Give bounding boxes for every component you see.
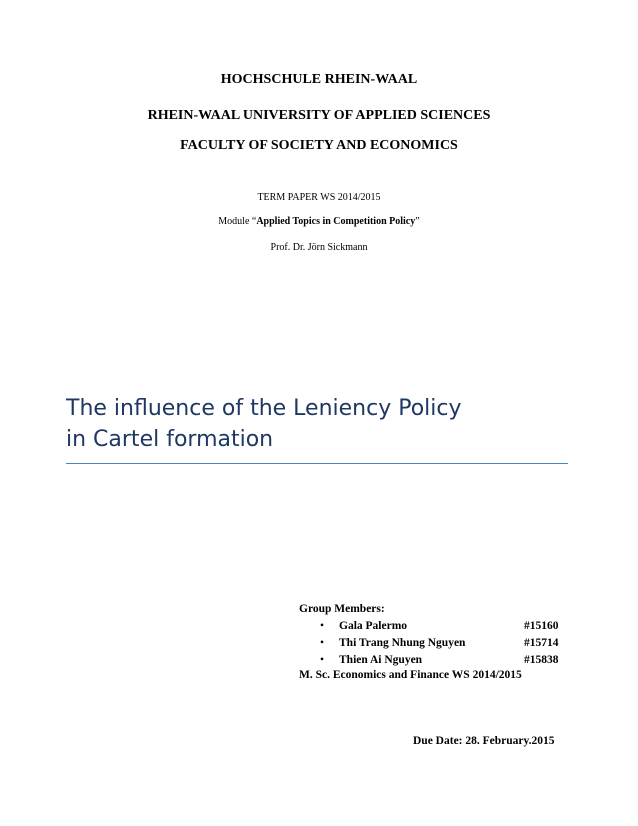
module-prefix: Module “ (218, 216, 257, 227)
module-name: Applied Topics in Competition Policy (256, 216, 416, 227)
paper-title-line-1: The influence of the Leniency Policy (66, 396, 462, 421)
group-members-block (299, 601, 569, 684)
professor-name: Prof. Dr. Jörn Sickmann (270, 242, 368, 253)
institution-name-german: HOCHSCHULE RHEIN-WAAL (220, 72, 418, 87)
member-name: Thi Trang Nhung Nguyen (339, 637, 466, 649)
member-name: Gala Palermo (339, 620, 408, 632)
member-id: #15714 (524, 637, 559, 649)
member-id: #15838 (524, 654, 559, 666)
title-underline (66, 463, 568, 464)
paper-title (66, 393, 462, 455)
bullet-icon: • (320, 637, 325, 649)
paper-title-line-2: in Cartel formation (66, 427, 274, 452)
module-suffix: ” (415, 216, 420, 227)
member-row (299, 635, 569, 652)
group-members-heading: Group Members: (299, 603, 385, 615)
faculty-name: FACULTY OF SOCIETY AND ECONOMICS (180, 138, 458, 153)
member-row (299, 652, 569, 667)
member-row (299, 618, 569, 635)
bullet-icon: • (320, 620, 325, 632)
paper-type: TERM PAPER WS 2014/2015 (257, 192, 381, 203)
member-id: #15160 (524, 620, 559, 632)
bullet-icon: • (320, 654, 325, 666)
module-line (0, 216, 638, 227)
institution-name-english: RHEIN-WAAL UNIVERSITY OF APPLIED SCIENCES (147, 108, 491, 123)
due-date: Due Date: 28. February.2015 (413, 735, 555, 747)
study-program: M. Sc. Economics and Finance WS 2014/2015 (299, 669, 522, 681)
member-name: Thien Ai Nguyen (339, 654, 423, 666)
